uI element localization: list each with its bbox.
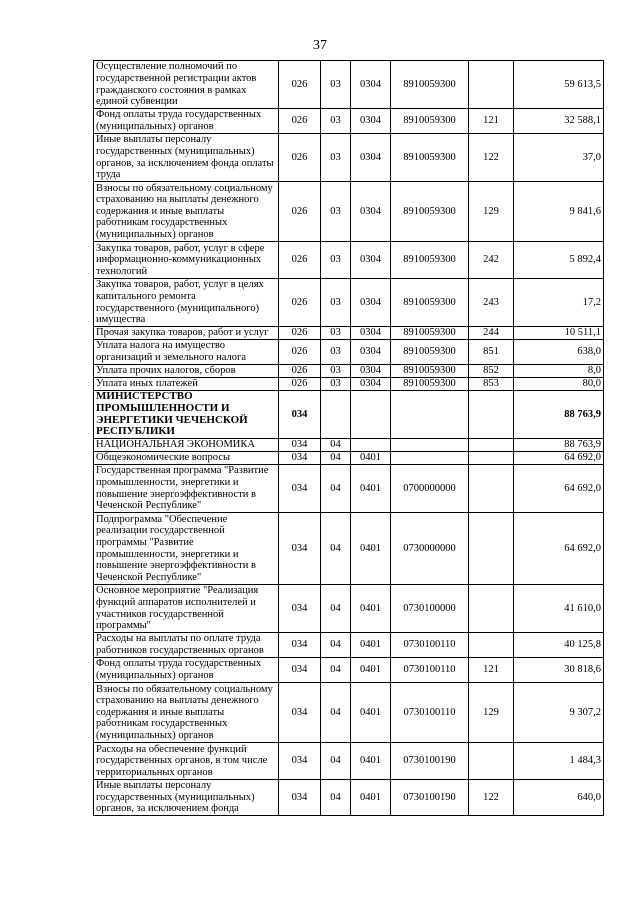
cell-pr: 0304 [351, 378, 391, 391]
cell-sum: 1 484,3 [514, 743, 604, 780]
cell-ved: 034 [279, 633, 321, 658]
cell-vr: 129 [469, 182, 514, 242]
cell-ved: 026 [279, 134, 321, 182]
cell-csr: 0730100190 [391, 743, 469, 780]
table-row [94, 182, 604, 242]
table-row [94, 683, 604, 743]
cell-name: Основное мероприятие "Реализация функций аппаратов исполнителей и участников государственной программы" [94, 585, 279, 633]
cell-rz: 03 [321, 109, 351, 134]
cell-vr [469, 439, 514, 452]
cell-pr: 0304 [351, 182, 391, 242]
cell-name: Государственная программа "Развитие промышленности, энергетики и повышение энергоэффективности в Чеченской Республике" [94, 465, 279, 513]
cell-pr: 0304 [351, 365, 391, 378]
table-row [94, 378, 604, 391]
cell-rz: 04 [321, 585, 351, 633]
table-row [94, 452, 604, 465]
cell-ved: 026 [279, 109, 321, 134]
table-row [94, 109, 604, 134]
cell-csr: 8910059300 [391, 327, 469, 340]
cell-rz: 04 [321, 633, 351, 658]
cell-sum: 41 610,0 [514, 585, 604, 633]
table-row [94, 340, 604, 365]
table-body [94, 61, 604, 816]
cell-ved: 034 [279, 683, 321, 743]
cell-rz: 03 [321, 279, 351, 327]
cell-rz: 04 [321, 658, 351, 683]
cell-sum: 64 692,0 [514, 513, 604, 585]
cell-pr [351, 439, 391, 452]
cell-rz: 03 [321, 242, 351, 279]
cell-vr: 244 [469, 327, 514, 340]
cell-vr: 121 [469, 658, 514, 683]
cell-vr: 122 [469, 780, 514, 816]
cell-vr [469, 743, 514, 780]
cell-csr: 0730000000 [391, 513, 469, 585]
cell-csr: 0730100000 [391, 585, 469, 633]
table-row [94, 633, 604, 658]
cell-name: Прочая закупка товаров, работ и услуг [94, 327, 279, 340]
table-row [94, 134, 604, 182]
table-row [94, 780, 604, 816]
cell-vr [469, 452, 514, 465]
table-row [94, 743, 604, 780]
cell-name: Уплата налога на имущество организаций и земельного налога [94, 340, 279, 365]
cell-csr: 0730100110 [391, 633, 469, 658]
cell-rz: 04 [321, 465, 351, 513]
table-row [94, 658, 604, 683]
cell-ved: 034 [279, 439, 321, 452]
cell-ved: 026 [279, 242, 321, 279]
table-row [94, 465, 604, 513]
cell-sum: 88 763,9 [514, 391, 604, 439]
cell-vr: 121 [469, 109, 514, 134]
cell-ved: 034 [279, 658, 321, 683]
cell-name: Иные выплаты персоналу государственных (муниципальных) органов, за исключением фонда [94, 780, 279, 816]
cell-csr: 8910059300 [391, 279, 469, 327]
cell-rz: 04 [321, 780, 351, 816]
cell-vr [469, 391, 514, 439]
cell-pr: 0304 [351, 61, 391, 109]
cell-sum: 40 125,8 [514, 633, 604, 658]
cell-csr: 8910059300 [391, 109, 469, 134]
cell-name: Подпрограмма "Обеспечение реализации государственной программы "Развитие промышленности, энергетики и повышение энергоэффективности в Чеченской Республике" [94, 513, 279, 585]
cell-pr: 0401 [351, 585, 391, 633]
table-row [94, 242, 604, 279]
cell-pr: 0401 [351, 683, 391, 743]
cell-rz: 04 [321, 683, 351, 743]
cell-rz: 03 [321, 327, 351, 340]
cell-csr: 8910059300 [391, 242, 469, 279]
cell-pr: 0304 [351, 340, 391, 365]
cell-csr: 8910059300 [391, 182, 469, 242]
cell-vr: 853 [469, 378, 514, 391]
cell-vr [469, 633, 514, 658]
cell-vr: 243 [469, 279, 514, 327]
cell-rz: 03 [321, 365, 351, 378]
cell-ved: 034 [279, 743, 321, 780]
cell-sum: 30 818,6 [514, 658, 604, 683]
cell-csr: 8910059300 [391, 378, 469, 391]
cell-csr: 8910059300 [391, 134, 469, 182]
cell-pr: 0304 [351, 242, 391, 279]
cell-pr: 0304 [351, 134, 391, 182]
table-row [94, 365, 604, 378]
cell-sum: 9 841,6 [514, 182, 604, 242]
cell-ved: 026 [279, 327, 321, 340]
cell-csr: 0730100110 [391, 683, 469, 743]
cell-sum: 8,0 [514, 365, 604, 378]
cell-name: Расходы на обеспечение функций государственных органов, в том числе территориальных органов [94, 743, 279, 780]
cell-csr: 0700000000 [391, 465, 469, 513]
cell-sum: 64 692,0 [514, 452, 604, 465]
cell-csr [391, 452, 469, 465]
cell-sum: 10 511,1 [514, 327, 604, 340]
cell-vr: 242 [469, 242, 514, 279]
cell-csr: 0730100190 [391, 780, 469, 816]
cell-sum: 88 763,9 [514, 439, 604, 452]
table-row [94, 279, 604, 327]
cell-name: Взносы по обязательному социальному страхованию на выплаты денежного содержания и иные выплаты работникам государственных (муниципальных) органов [94, 683, 279, 743]
cell-name: Расходы на выплаты по оплате труда работников государственных органов [94, 633, 279, 658]
cell-vr [469, 465, 514, 513]
cell-name: НАЦИОНАЛЬНАЯ ЭКОНОМИКА [94, 439, 279, 452]
cell-ved: 026 [279, 340, 321, 365]
cell-sum: 59 613,5 [514, 61, 604, 109]
cell-rz: 04 [321, 743, 351, 780]
cell-vr: 122 [469, 134, 514, 182]
cell-name: Уплата иных платежей [94, 378, 279, 391]
cell-csr: 8910059300 [391, 340, 469, 365]
table-row [94, 391, 604, 439]
cell-csr [391, 391, 469, 439]
table-row [94, 585, 604, 633]
table-row [94, 61, 604, 109]
cell-sum: 640,0 [514, 780, 604, 816]
cell-ved: 034 [279, 452, 321, 465]
cell-pr: 0401 [351, 780, 391, 816]
cell-ved: 034 [279, 780, 321, 816]
cell-pr: 0401 [351, 513, 391, 585]
cell-ved: 026 [279, 279, 321, 327]
cell-ved: 034 [279, 391, 321, 439]
cell-rz: 04 [321, 439, 351, 452]
cell-ved: 026 [279, 365, 321, 378]
cell-ved: 034 [279, 513, 321, 585]
cell-name: МИНИСТЕРСТВО ПРОМЫШЛЕННОСТИ И ЭНЕРГЕТИКИ ЧЕЧЕНСКОЙ РЕСПУБЛИКИ [94, 391, 279, 439]
cell-csr: 8910059300 [391, 365, 469, 378]
cell-sum: 32 588,1 [514, 109, 604, 134]
cell-name: Иные выплаты персоналу государственных (муниципальных) органов, за исключением фонда оплаты труда [94, 134, 279, 182]
cell-vr [469, 513, 514, 585]
cell-rz: 03 [321, 134, 351, 182]
cell-rz: 04 [321, 452, 351, 465]
cell-csr: 8910059300 [391, 61, 469, 109]
table-row [94, 513, 604, 585]
cell-sum: 37,0 [514, 134, 604, 182]
cell-rz: 03 [321, 182, 351, 242]
cell-rz: 03 [321, 340, 351, 365]
cell-vr: 129 [469, 683, 514, 743]
cell-name: Общеэкономические вопросы [94, 452, 279, 465]
page-number: 37 [313, 38, 327, 53]
cell-pr: 0304 [351, 327, 391, 340]
cell-sum: 638,0 [514, 340, 604, 365]
cell-name: Осуществление полномочий по государственной регистрации актов гражданского состояния в рамках единой субвенции [94, 61, 279, 109]
cell-rz: 03 [321, 378, 351, 391]
cell-ved: 026 [279, 182, 321, 242]
cell-sum: 9 307,2 [514, 683, 604, 743]
cell-pr: 0401 [351, 452, 391, 465]
cell-pr: 0304 [351, 109, 391, 134]
cell-sum: 64 692,0 [514, 465, 604, 513]
cell-name: Закупка товаров, работ, услуг в сфере информационно-коммуникационных технологий [94, 242, 279, 279]
cell-pr: 0401 [351, 465, 391, 513]
cell-rz: 04 [321, 513, 351, 585]
cell-vr: 852 [469, 365, 514, 378]
budget-table [93, 60, 604, 816]
cell-name: Фонд оплаты труда государственных (муниципальных) органов [94, 109, 279, 134]
cell-pr: 0401 [351, 743, 391, 780]
cell-vr: 851 [469, 340, 514, 365]
table-row [94, 439, 604, 452]
cell-sum: 5 892,4 [514, 242, 604, 279]
cell-csr [391, 439, 469, 452]
cell-pr: 0304 [351, 279, 391, 327]
cell-pr: 0401 [351, 658, 391, 683]
cell-sum: 80,0 [514, 378, 604, 391]
cell-rz [321, 391, 351, 439]
cell-vr [469, 61, 514, 109]
cell-csr: 0730100110 [391, 658, 469, 683]
table-row [94, 327, 604, 340]
cell-pr [351, 391, 391, 439]
cell-name: Взносы по обязательному социальному страхованию на выплаты денежного содержания и иные выплаты работникам государственных (муниципальных) органов [94, 182, 279, 242]
cell-name: Уплата прочих налогов, сборов [94, 365, 279, 378]
cell-name: Фонд оплаты труда государственных (муниципальных) органов [94, 658, 279, 683]
cell-rz: 03 [321, 61, 351, 109]
cell-ved: 026 [279, 61, 321, 109]
cell-sum: 17,2 [514, 279, 604, 327]
cell-name: Закупка товаров, работ, услуг в целях капитального ремонта государственного (муниципального) имущества [94, 279, 279, 327]
cell-ved: 026 [279, 378, 321, 391]
cell-ved: 034 [279, 585, 321, 633]
cell-vr [469, 585, 514, 633]
cell-pr: 0401 [351, 633, 391, 658]
cell-ved: 034 [279, 465, 321, 513]
